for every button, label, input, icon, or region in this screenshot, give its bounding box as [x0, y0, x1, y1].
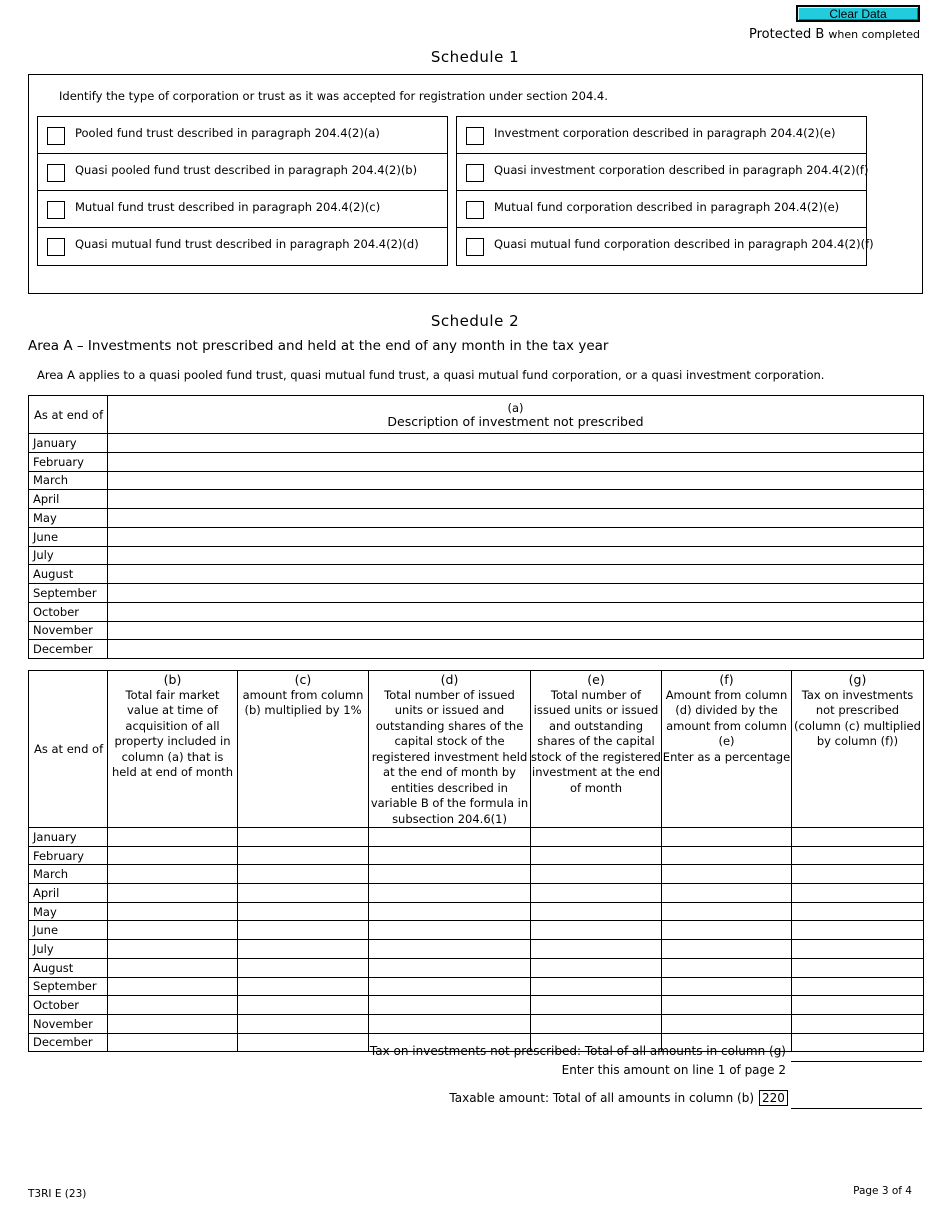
- month-label: August: [29, 565, 108, 584]
- column-header: [662, 671, 792, 828]
- month-label: October: [29, 602, 108, 621]
- description-input[interactable]: [108, 490, 924, 509]
- amount-input[interactable]: [108, 865, 238, 884]
- month-label: October: [29, 996, 108, 1015]
- protected-b-label: [749, 27, 920, 42]
- amount-input[interactable]: [238, 977, 369, 996]
- amount-input[interactable]: [792, 1033, 924, 1052]
- taxable-amount-label: Taxable amount: Total of all amounts in column (b): [449, 1091, 754, 1105]
- amount-input[interactable]: [531, 828, 662, 847]
- description-input[interactable]: [108, 640, 924, 659]
- amount-input[interactable]: [369, 846, 531, 865]
- month-label: June: [29, 527, 108, 546]
- amount-input[interactable]: [369, 977, 531, 996]
- amount-input[interactable]: [531, 846, 662, 865]
- amount-input[interactable]: [792, 828, 924, 847]
- amount-input[interactable]: [369, 940, 531, 959]
- description-input[interactable]: [108, 434, 924, 453]
- total-column-g-note: Enter this amount on line 1 of page 2: [561, 1063, 786, 1077]
- description-input[interactable]: [108, 584, 924, 603]
- area-a-rows: [29, 434, 924, 659]
- amount-input[interactable]: [662, 958, 792, 977]
- amount-input[interactable]: [238, 958, 369, 977]
- amount-input[interactable]: [238, 865, 369, 884]
- option-label: Mutual fund corporation described in paragraph 204.4(2)(e): [494, 200, 840, 214]
- column-description: Total fair market value at time of acquisition of all property included in column (a) that is held at end of month: [111, 687, 234, 779]
- amount-input[interactable]: [662, 1014, 792, 1033]
- month-label: January: [29, 828, 108, 847]
- month-row: [29, 828, 924, 847]
- checkbox[interactable]: [47, 238, 65, 256]
- column-header: [108, 671, 238, 828]
- amount-input[interactable]: [662, 902, 792, 921]
- amount-input[interactable]: [108, 996, 238, 1015]
- month-label: May: [29, 902, 108, 921]
- total-column-g-label: Tax on investments not prescribed: Total of all amounts in column (g): [369, 1044, 786, 1058]
- amount-input[interactable]: [108, 884, 238, 903]
- amount-input[interactable]: [792, 921, 924, 940]
- description-input[interactable]: [108, 546, 924, 565]
- amount-input[interactable]: [108, 921, 238, 940]
- month-row: [29, 490, 924, 509]
- amount-input[interactable]: [531, 865, 662, 884]
- protected-b-text: Protected B: [749, 27, 825, 42]
- amount-input[interactable]: [369, 865, 531, 884]
- amount-input[interactable]: [108, 958, 238, 977]
- amount-input[interactable]: [662, 865, 792, 884]
- checkbox[interactable]: [466, 164, 484, 182]
- amount-input[interactable]: [662, 996, 792, 1015]
- amount-input[interactable]: [108, 902, 238, 921]
- month-row: [29, 509, 924, 528]
- column-header: [531, 671, 662, 828]
- as-at-end-of-header: As at end of: [29, 396, 108, 434]
- amount-input[interactable]: [238, 884, 369, 903]
- month-row: [29, 640, 924, 659]
- line-220-code: 220: [759, 1090, 788, 1106]
- month-row: [29, 527, 924, 546]
- description-input[interactable]: [108, 509, 924, 528]
- option-quasi-mutual-fund-corporation[interactable]: [457, 228, 874, 265]
- amount-input[interactable]: [108, 977, 238, 996]
- option-investment-corporation[interactable]: [457, 117, 866, 154]
- amount-input[interactable]: [662, 846, 792, 865]
- amount-input[interactable]: [238, 1033, 369, 1052]
- column-description: amount from column (b) multiplied by 1%: [242, 687, 364, 717]
- amount-input[interactable]: [369, 996, 531, 1015]
- description-input[interactable]: [108, 565, 924, 584]
- column-header: [369, 671, 531, 828]
- column-letter: (g): [848, 672, 867, 687]
- amount-input[interactable]: [108, 1033, 238, 1052]
- amount-input[interactable]: [531, 977, 662, 996]
- option-label: Mutual fund trust described in paragraph 204.4(2)(c): [75, 200, 381, 214]
- total-column-g-field[interactable]: [791, 1061, 922, 1062]
- checkbox[interactable]: [47, 164, 65, 182]
- option-quasi-investment-corporation[interactable]: [457, 154, 869, 191]
- amount-input[interactable]: [369, 958, 531, 977]
- amount-input[interactable]: [108, 1014, 238, 1033]
- column-description: Tax on investments not prescribed (column (c) multiplied by column (f)): [794, 687, 921, 748]
- amount-input[interactable]: [238, 846, 369, 865]
- month-row: [29, 1014, 924, 1033]
- month-row: [29, 921, 924, 940]
- amount-input[interactable]: [108, 828, 238, 847]
- month-label: February: [29, 452, 108, 471]
- month-row: [29, 958, 924, 977]
- schedule-1-trust-options: [37, 116, 448, 266]
- amount-input[interactable]: [238, 921, 369, 940]
- month-label: November: [29, 1014, 108, 1033]
- schedule-1-corporation-options: [456, 116, 874, 266]
- amount-input[interactable]: [792, 940, 924, 959]
- description-input[interactable]: [108, 471, 924, 490]
- month-row: [29, 940, 924, 959]
- month-label: December: [29, 640, 108, 659]
- column-description: Amount from column (d) divided by the amount from column (e): [665, 687, 788, 748]
- month-label: November: [29, 621, 108, 640]
- amount-input[interactable]: [792, 884, 924, 903]
- month-label: June: [29, 921, 108, 940]
- option-quasi-mutual-fund-trust[interactable]: [38, 228, 447, 265]
- month-row: [29, 471, 924, 490]
- amount-input[interactable]: [531, 958, 662, 977]
- amount-input[interactable]: [108, 846, 238, 865]
- column-letter: (f): [719, 672, 734, 687]
- checkbox[interactable]: [47, 127, 65, 145]
- month-row: [29, 846, 924, 865]
- amount-input[interactable]: [531, 1014, 662, 1033]
- month-row: [29, 902, 924, 921]
- amount-input[interactable]: [369, 828, 531, 847]
- amount-input[interactable]: [531, 902, 662, 921]
- area-a-description-table: [28, 395, 924, 659]
- amount-input[interactable]: [792, 865, 924, 884]
- column-letter: (c): [294, 672, 312, 687]
- column-header: [792, 671, 924, 828]
- column-letter: (e): [587, 672, 605, 687]
- month-label: March: [29, 865, 108, 884]
- amount-input[interactable]: [662, 977, 792, 996]
- column-description: Total number of issued units or issued and outstanding shares of the capital stock of the registered investment at the end of month: [531, 687, 661, 795]
- amount-input[interactable]: [108, 940, 238, 959]
- protected-b-suffix: when completed: [828, 28, 920, 41]
- description-input[interactable]: [108, 452, 924, 471]
- schedule-2-title: Schedule 2: [430, 312, 520, 330]
- form-identifier: T3RI E (23): [28, 1188, 87, 1200]
- option-label: Pooled fund trust described in paragraph 204.4(2)(a): [75, 126, 380, 140]
- clear-data-button[interactable]: Clear Data: [796, 5, 920, 22]
- amount-input[interactable]: [662, 940, 792, 959]
- month-label: February: [29, 846, 108, 865]
- amount-input[interactable]: [662, 884, 792, 903]
- option-label: Investment corporation described in paragraph 204.4(2)(e): [494, 126, 836, 140]
- amount-input[interactable]: [369, 1014, 531, 1033]
- page-number: Page 3 of 4: [853, 1185, 912, 1197]
- amount-input[interactable]: [238, 902, 369, 921]
- option-mutual-fund-corporation[interactable]: [457, 191, 866, 228]
- month-row: [29, 884, 924, 903]
- amount-input[interactable]: [792, 846, 924, 865]
- amount-input[interactable]: [792, 958, 924, 977]
- amount-input[interactable]: [531, 996, 662, 1015]
- option-quasi-pooled-fund-trust[interactable]: [38, 154, 447, 191]
- amount-input[interactable]: [792, 902, 924, 921]
- month-row: [29, 546, 924, 565]
- option-label: Quasi mutual fund corporation described in paragraph 204.4(2)(f): [494, 237, 874, 251]
- month-label: September: [29, 584, 108, 603]
- checkbox[interactable]: [466, 201, 484, 219]
- description-input[interactable]: [108, 621, 924, 640]
- amount-input[interactable]: [238, 996, 369, 1015]
- column-description: Total number of issued units or issued and outstanding shares of the capital stock of the registered investment held at the end of month by entities described in variable B of the formula in subsection 204.6(1): [370, 687, 529, 826]
- taxable-amount-field[interactable]: [791, 1108, 922, 1109]
- amount-input[interactable]: [531, 884, 662, 903]
- option-pooled-fund-trust[interactable]: [38, 117, 447, 154]
- amount-input[interactable]: [238, 940, 369, 959]
- column-letter: (b): [163, 672, 182, 687]
- month-label: March: [29, 471, 108, 490]
- amount-input[interactable]: [531, 940, 662, 959]
- month-label: April: [29, 490, 108, 509]
- month-label: July: [29, 546, 108, 565]
- column-note: Enter as a percentage: [662, 749, 791, 764]
- amount-input[interactable]: [792, 1014, 924, 1033]
- area-a-calculation-table: [28, 670, 924, 1052]
- month-label: August: [29, 958, 108, 977]
- month-row: [29, 565, 924, 584]
- column-description: Description of investment not prescribed: [387, 413, 644, 429]
- amount-input[interactable]: [531, 921, 662, 940]
- column-letter: (a): [507, 400, 524, 415]
- option-label: Quasi investment corporation described in paragraph 204.4(2)(f): [494, 163, 869, 177]
- schedule-1-intro: Identify the type of corporation or trust as it was accepted for registration under section 204.4.: [59, 89, 608, 103]
- checkbox[interactable]: [47, 201, 65, 219]
- option-mutual-fund-trust[interactable]: [38, 191, 447, 228]
- month-row: [29, 584, 924, 603]
- amount-input[interactable]: [238, 828, 369, 847]
- amount-input[interactable]: [238, 1014, 369, 1033]
- month-row: [29, 452, 924, 471]
- area-a-note: Area A applies to a quasi pooled fund trust, quasi mutual fund trust, a quasi mutual fund corporation, or a quasi investment corporation.: [37, 368, 825, 382]
- description-input[interactable]: [108, 527, 924, 546]
- column-a-header: [108, 396, 924, 434]
- description-input[interactable]: [108, 602, 924, 621]
- amount-input[interactable]: [662, 921, 792, 940]
- month-label: July: [29, 940, 108, 959]
- amount-input[interactable]: [662, 828, 792, 847]
- month-label: December: [29, 1033, 108, 1052]
- month-label: September: [29, 977, 108, 996]
- amount-input[interactable]: [369, 884, 531, 903]
- area-a-title: Area A – Investments not prescribed and held at the end of any month in the tax year: [28, 338, 609, 354]
- month-label: April: [29, 884, 108, 903]
- amount-input[interactable]: [369, 902, 531, 921]
- month-row: [29, 977, 924, 996]
- amount-input[interactable]: [792, 977, 924, 996]
- month-row: [29, 996, 924, 1015]
- option-label: Quasi mutual fund trust described in paragraph 204.4(2)(d): [75, 237, 419, 251]
- month-row: [29, 434, 924, 453]
- month-row: [29, 621, 924, 640]
- amount-input[interactable]: [369, 921, 531, 940]
- month-label: May: [29, 509, 108, 528]
- schedule-1-title: Schedule 1: [430, 48, 520, 66]
- column-header: [238, 671, 369, 828]
- calculation-rows: [29, 828, 924, 1052]
- checkbox[interactable]: [466, 127, 484, 145]
- month-row: [29, 602, 924, 621]
- checkbox[interactable]: [466, 238, 484, 256]
- as-at-end-of-header: As at end of: [29, 671, 108, 828]
- month-row: [29, 865, 924, 884]
- option-label: Quasi pooled fund trust described in paragraph 204.4(2)(b): [75, 163, 418, 177]
- month-label: January: [29, 434, 108, 453]
- column-letter: (d): [440, 672, 459, 687]
- amount-input[interactable]: [792, 996, 924, 1015]
